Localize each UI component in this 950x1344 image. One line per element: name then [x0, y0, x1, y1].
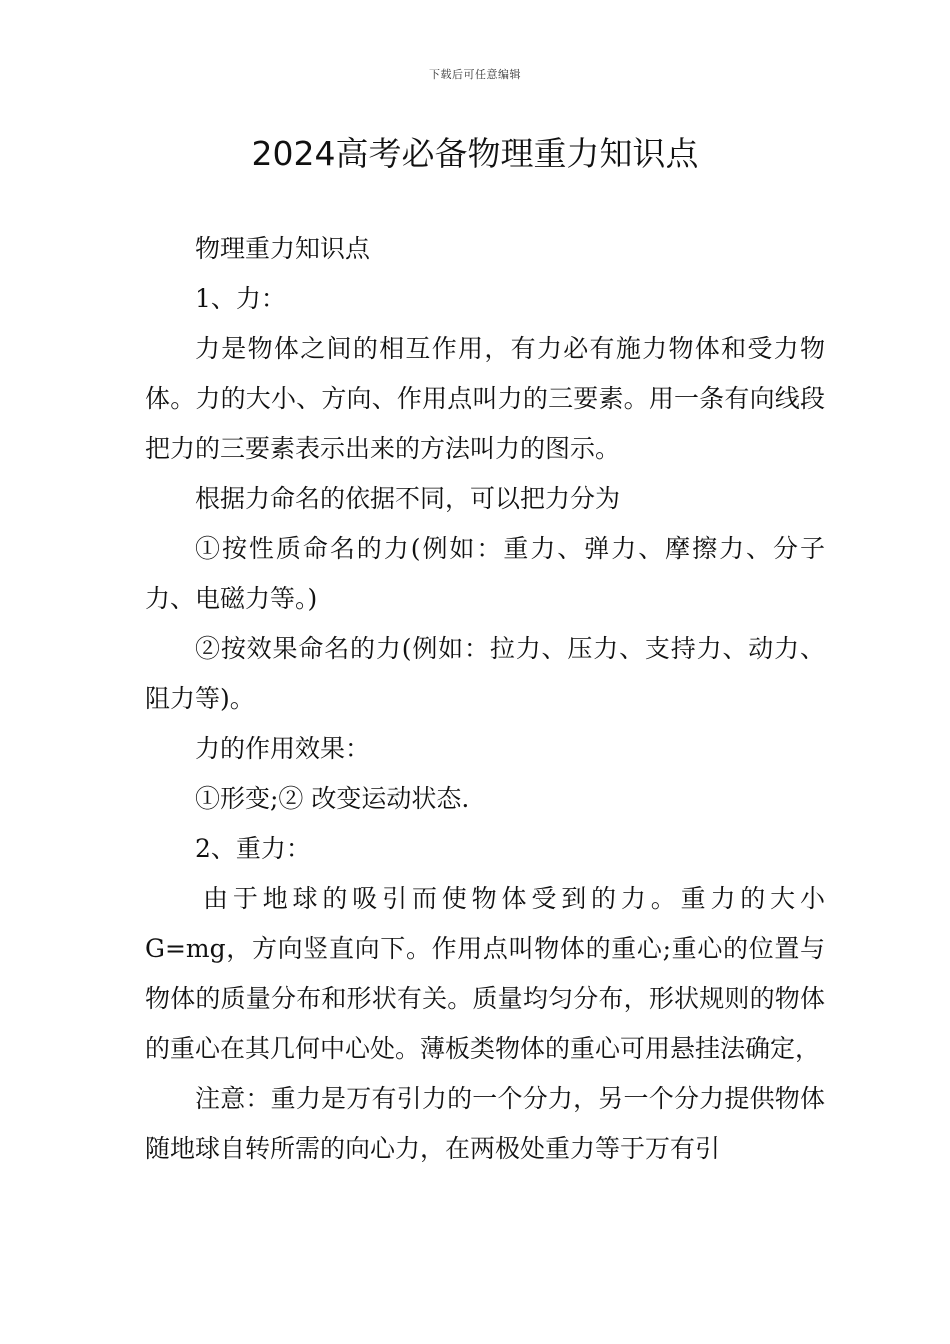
header-note: 下载后可任意编辑	[429, 68, 521, 81]
paragraph-force-classification: 根据力命名的依据不同，可以把力分为	[195, 484, 621, 513]
paragraph-gravity-note: 注意：重力是万有引力的一个分力，另一个分力提供物体随地球自转所需的向心力，在两极处重力等于万有引	[145, 1084, 825, 1163]
document-title: 2024高考必备物理重力知识点	[251, 134, 699, 173]
paragraph-force-effects-list: ①形变;② 改变运动状态.	[195, 784, 470, 813]
paragraph-force-definition: 力是物体之间的相互作用，有力必有施力物体和受力物体。力的大小、方向、作用点叫力的三要素。用一条有向线段把力的三要素表示出来的方法叫力的图示。	[145, 334, 825, 463]
paragraph-gravity-definition: 由于地球的吸引而使物体受到的力。重力的大小G=mg，方向竖直向下。作用点叫物体的重心;重心的位置与物体的质量分布和形状有关。质量均匀分布，形状规则的物体的重心在其几何中心处。薄板类物体的重心可用悬挂法确定，	[145, 884, 825, 1063]
paragraph-force-effects-heading: 力的作用效果：	[195, 734, 371, 763]
subsection-heading-force: 1、力：	[195, 284, 286, 313]
paragraph-force-by-effect: ②按效果命名的力(例如：拉力、压力、支持力、动力、阻力等)。	[145, 634, 825, 713]
document-body	[145, 224, 825, 1174]
section-heading: 物理重力知识点	[195, 234, 371, 263]
paragraph-force-by-nature: ①按性质命名的力(例如：重力、弹力、摩擦力、分子力、电磁力等。)	[145, 534, 825, 613]
subsection-heading-gravity: 2、重力：	[195, 834, 311, 863]
